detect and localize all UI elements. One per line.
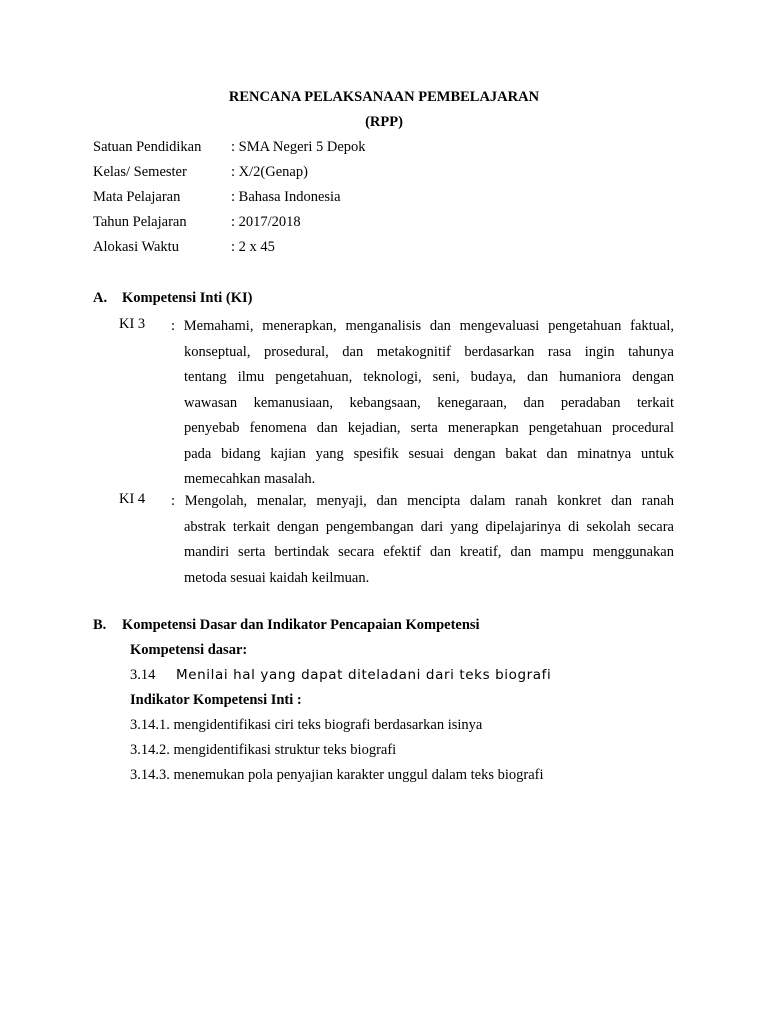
identity-label: Alokasi Waktu bbox=[93, 239, 179, 255]
section-b-marker: B. bbox=[93, 617, 107, 633]
ki3-line: tentang ilmu pengetahuan, teknologi, seni, budaya, dan humaniora dengan bbox=[184, 369, 674, 385]
section-a-marker: A. bbox=[93, 290, 108, 306]
identity-value: : 2017/2018 bbox=[231, 214, 301, 230]
ki3-line: wawasan kemanusiaan, kebangsaan, kenegaraan, dan peradaban terkait bbox=[184, 394, 674, 411]
ki4-label: KI 4 bbox=[119, 491, 146, 507]
ki4-line: : Mengolah, menalar, menyaji, dan mencipta dalam ranah konkret dan ranah bbox=[171, 493, 674, 509]
indicator-item: 3.14.3. menemukan pola penyajian karakter unggul dalam teks biografi bbox=[130, 767, 544, 783]
ki3-line: pada bidang kajian yang spesifik sesuai dengan bakat dan minatnya untuk bbox=[184, 445, 674, 462]
identity-value: : 2 x 45 bbox=[231, 239, 275, 255]
identity-label: Mata Pelajaran bbox=[93, 189, 181, 205]
ki4-text bbox=[184, 515, 674, 592]
ki4-line: metoda sesuai kaidah keilmuan. bbox=[184, 569, 370, 586]
kd-heading: Kompetensi dasar: bbox=[130, 642, 248, 658]
ki4-line: abstrak terkait dengan pengembangan dari yang dipelajarinya di sekolah secara bbox=[184, 518, 674, 535]
document-subtitle: (RPP) bbox=[365, 114, 403, 130]
identity-label: Kelas/ Semester bbox=[93, 164, 187, 180]
indicator-item: 3.14.1. mengidentifikasi ciri teks biografi berdasarkan isinya bbox=[130, 717, 483, 733]
identity-label: Tahun Pelajaran bbox=[93, 214, 187, 230]
ki3-line: : Memahami, menerapkan, menganalisis dan mengevaluasi pengetahuan faktual, bbox=[171, 318, 674, 334]
identity-value: : SMA Negeri 5 Depok bbox=[231, 139, 366, 155]
ki3-text bbox=[184, 340, 674, 493]
identity-value: : Bahasa Indonesia bbox=[231, 189, 341, 205]
indicator-item: 3.14.2. mengidentifikasi struktur teks biografi bbox=[130, 742, 397, 758]
kd-number: 3.14 bbox=[130, 667, 156, 683]
identity-label: Satuan Pendidikan bbox=[93, 139, 202, 155]
section-b-heading: Kompetensi Dasar dan Indikator Pencapaian Kompetensi bbox=[122, 617, 480, 633]
identity-value: : X/2(Genap) bbox=[231, 164, 308, 180]
section-a-heading: Kompetensi Inti (KI) bbox=[122, 290, 253, 306]
document-title: RENCANA PELAKSANAAN PEMBELAJARAN bbox=[228, 89, 540, 105]
ki4-line: mandiri serta bertindak secara efektif dan kreatif, dan mampu menggunakan bbox=[184, 544, 674, 560]
ki3-label: KI 3 bbox=[119, 316, 146, 332]
ki4-first-line bbox=[171, 489, 674, 515]
ki3-line: memecahkan masalah. bbox=[184, 471, 316, 487]
ki3-line: penyebab fenomena dan kejadian, serta menerapkan pengetahuan procedural bbox=[184, 420, 674, 436]
indicator-heading: Indikator Kompetensi Inti : bbox=[130, 692, 302, 708]
ki3-first-line bbox=[171, 314, 674, 340]
kd-text: Menilai hal yang dapat diteladani dari teks biografi bbox=[176, 667, 552, 683]
ki3-line: konseptual, prosedural, dan metakognitif berdasarkan rasa ingin tahunya bbox=[184, 343, 674, 360]
